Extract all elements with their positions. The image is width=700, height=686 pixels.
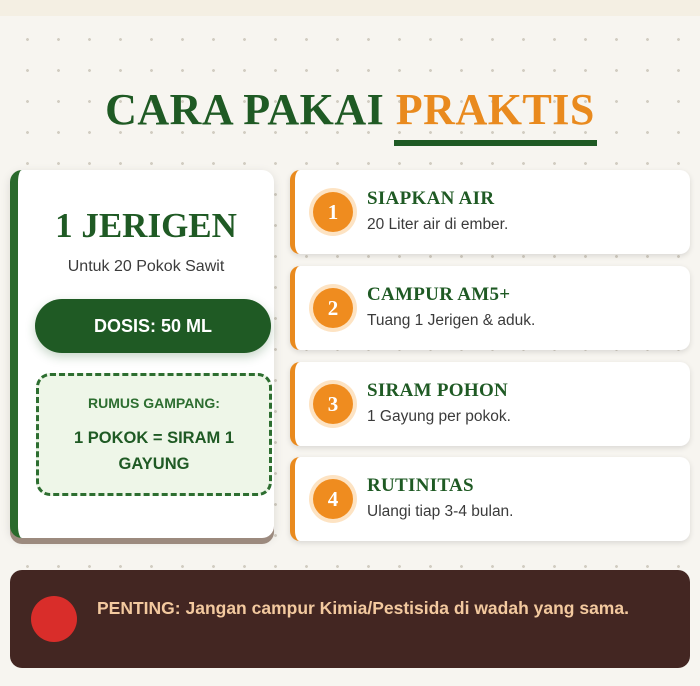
- step-title: RUTINITAS: [367, 475, 474, 496]
- warning-dot-icon: [31, 596, 77, 642]
- dosage-card: [10, 170, 274, 538]
- step-card-1: [290, 170, 690, 254]
- step-title: CAMPUR AM5+: [367, 284, 511, 305]
- step-description: 20 Liter air di ember.: [367, 216, 509, 233]
- step-number-badge: 2: [313, 288, 353, 328]
- dosage-card-subtitle: Untuk 20 Pokok Sawit: [67, 258, 225, 275]
- page-title: [0, 84, 700, 135]
- step-number-badge: 4: [313, 479, 353, 519]
- dose-button[interactable]: DOSIS: 50 ML: [35, 299, 271, 353]
- warning-banner: [10, 570, 690, 668]
- step-card-4: [290, 457, 690, 541]
- warning-text: PENTING: Jangan campur Kimia/Pestisida di wadah yang sama.: [97, 598, 629, 618]
- dosage-card-title: 1 JERIGEN: [55, 206, 237, 245]
- step-number-badge: 1: [313, 192, 353, 232]
- formula-label: RUMUS GAMPANG:: [88, 395, 220, 411]
- step-description: Ulangi tiap 3-4 bulan.: [367, 503, 514, 520]
- step-title: SIAPKAN AIR: [367, 188, 495, 209]
- formula-box: [36, 373, 272, 496]
- top-strip: [0, 0, 700, 16]
- step-card-3: [290, 362, 690, 446]
- step-title: SIRAM POHON: [367, 380, 509, 401]
- step-number-badge: 3: [313, 384, 353, 424]
- step-description: Tuang 1 Jerigen & aduk.: [367, 312, 536, 329]
- step-description: 1 Gayung per pokok.: [367, 408, 511, 425]
- step-card-2: [290, 266, 690, 350]
- page-title-part1: CARA PAKAI: [105, 85, 396, 134]
- page-title-highlight: PRAKTIS: [395, 85, 595, 134]
- formula-text: 1 POKOK = SIRAM 1 GAYUNG: [74, 429, 234, 473]
